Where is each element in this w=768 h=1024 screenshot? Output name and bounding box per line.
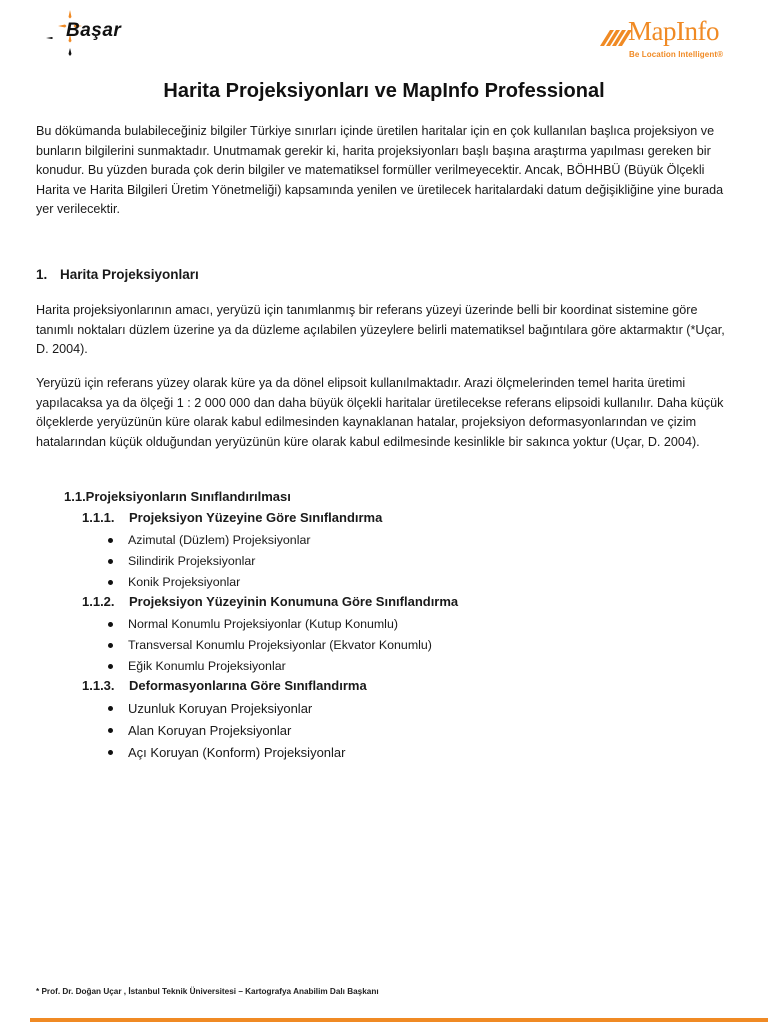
bullet-icon — [108, 580, 113, 585]
list-item: Açı Koruyan (Konform) Projeksiyonlar — [108, 742, 345, 764]
list-item: Eğik Konumlu Projeksiyonlar — [108, 656, 432, 677]
mapinfo-tagline: Be Location Intelligent® — [629, 50, 724, 59]
list-item: Uzunluk Koruyan Projeksiyonlar — [108, 698, 345, 720]
subsection-title: Deformasyonlarına Göre Sınıflandırma — [129, 678, 367, 693]
bullet-list-1-1-3 — [108, 698, 345, 764]
section-1-paragraph-1: Harita projeksiyonlarının amacı, yeryüzü için tanımlanmış bir referans yüzeyi üzerinde belli bir koordinat sistemine göre tanımlı noktaları düzlem üzerine ya da düzleme açılabilen yüzeylere belirli matematiksel bağıntılara göre aktarmaktır (*Uçar, D. 2004). — [36, 303, 725, 357]
subsection-1-1-heading: 1.1.Projeksiyonların Sınıflandırılması — [64, 489, 291, 504]
section-1-heading — [36, 267, 199, 282]
subsection-number: 1.1.1. — [82, 510, 115, 525]
list-item: Silindirik Projeksiyonlar — [108, 551, 310, 572]
list-item: Transversal Konumlu Projeksiyonlar (Ekvator Konumlu) — [108, 635, 432, 656]
bullet-icon — [108, 643, 113, 648]
list-item: Alan Koruyan Projeksiyonlar — [108, 720, 345, 742]
list-item: Konik Projeksiyonlar — [108, 572, 310, 593]
subsection-1-1-3-heading — [82, 678, 367, 693]
bullet-icon — [108, 706, 113, 711]
intro-paragraph: Bu dökümanda bulabileceğiniz bilgiler Türkiye sınırları içinde üretilen haritalar için en çok kullanılan başlıca projeksiyon ve bunların bilgilerini sunmaktadır. Unutmamak gerekir ki, harita projeksiyonları başlı başına araştırma yapılması gereken bir konudur. Bu yüzden burada çok derin bilgiler ve matematiksel formüller verilmeyecektir. Ancak, BÖHHBÜ (Büyük Ölçekli Harita ve Harita Bilgileri Üretim Yönetmeliği) kapsamında yenilen ve üretilecek haritalardaki datum değişikliğine yine burada yer verilecektir. — [36, 124, 724, 217]
bullet-list-1-1-2 — [108, 614, 432, 677]
subsection-number: 1.1.3. — [82, 678, 115, 693]
bullet-icon — [108, 538, 113, 543]
subsection-1-1-2-heading — [82, 594, 458, 609]
section-1-title: Harita Projeksiyonları — [60, 267, 199, 282]
subsection-1-1-1-heading — [82, 510, 382, 525]
subsection-title: Projeksiyon Yüzeyinin Konumuna Göre Sınıflandırma — [129, 594, 459, 609]
footer-divider — [30, 1018, 768, 1022]
bullet-icon — [108, 664, 113, 669]
section-1-number: 1. — [36, 267, 48, 282]
mapinfo-logo-text: MapInfo — [628, 16, 719, 46]
document-title: Harita Projeksiyonları ve MapInfo Professional — [163, 80, 605, 102]
bullet-icon — [108, 750, 113, 755]
list-item: Azimutal (Düzlem) Projeksiyonlar — [108, 530, 310, 551]
bullet-list-1-1-1 — [108, 530, 310, 593]
subsection-number: 1.1.2. — [82, 594, 115, 609]
section-1-paragraph-2: Yeryüzü için referans yüzey olarak küre ya da dönel elipsoit kullanılmaktadır. Arazi ölçmelerinden temel harita üretimi yapılacaksa ya da ölçeği 1 : 2 000 000 dan daha büyük ölçekli haritalar üretilecekse referans elipsoidi kullanılır. Daha küçük ölçeklerde yeryüzünün küre olarak kabul edilmesinden kaynaklanan hatalar, projeksiyon deformasyonlarından ve çizim hatalarından küçük olduğundan yeryüzünün küre olarak kabul edilmesinde kesinlikle bir sakınca yoktur (Uçar, D. 2004). — [36, 376, 724, 449]
basar-logo-text: Başar — [66, 20, 122, 41]
bullet-icon — [108, 622, 113, 627]
bullet-icon — [108, 728, 113, 733]
subsection-title: Projeksiyon Yüzeyine Göre Sınıflandırma — [129, 510, 383, 525]
footnote: * Prof. Dr. Doğan Uçar , İstanbul Teknik Üniversitesi – Kartografya Anabilim Dalı Başkanı — [36, 987, 379, 996]
list-item: Normal Konumlu Projeksiyonlar (Kutup Konumlu) — [108, 614, 432, 635]
bullet-icon — [108, 559, 113, 564]
